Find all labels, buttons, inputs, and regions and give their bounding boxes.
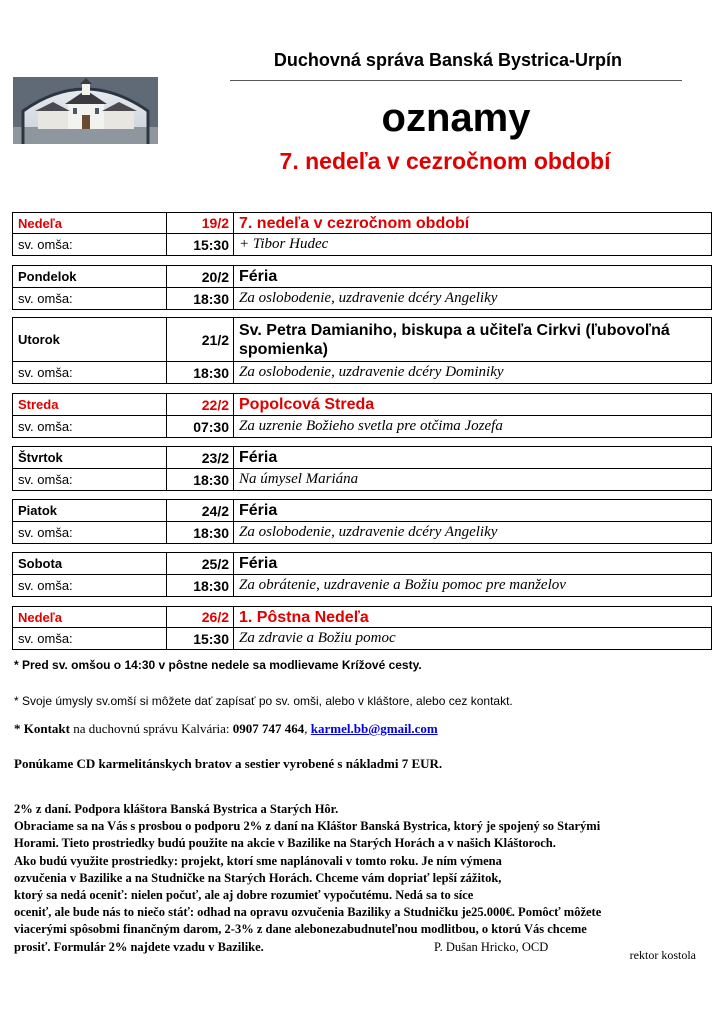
donation-line: oceniť, ale bude nás to niečo stáť: odhad na opravu ozvučenia Baziliky a Studničku je25.000€. Pomôcť môžete	[14, 905, 602, 920]
mass-time: 18:30	[167, 469, 234, 490]
day-name: Piatok	[13, 500, 167, 521]
mass-label: sv. omša:	[13, 628, 167, 649]
day-date: 26/2	[167, 607, 234, 627]
donation-line: 2% z daní. Podpora kláštora Banská Bystrica a Starých Hôr.	[14, 802, 339, 816]
mass-intention: Za oslobodenie, uzdravenie dcéry Angeliky	[239, 524, 498, 540]
mass-time: 18:30	[167, 288, 234, 309]
mass-row	[13, 415, 711, 437]
day-header-row	[13, 394, 711, 415]
day-date: 21/2	[167, 318, 234, 361]
day-block	[12, 446, 712, 491]
mass-label: sv. omša:	[13, 234, 167, 255]
contact-separator: ,	[304, 721, 311, 736]
mass-time: 15:30	[167, 234, 234, 255]
donation-line: prosiť. Formulár 2% najdete vzadu v Bazilike.	[14, 939, 264, 954]
intentions-note: * Svoje úmysly sv.omší si môžete dať zapísať po sv. omši, alebo v kláštore, alebo cez kontakt.	[14, 694, 513, 708]
day-header-row	[13, 607, 711, 627]
contact-phone: 0907 747 464	[232, 721, 305, 736]
mass-label: sv. omša:	[13, 522, 167, 543]
mass-intention: Za oslobodenie, uzdravenie dcéry Angeliky	[239, 290, 498, 306]
liturgical-title: 1. Pôstna Nedeľa	[239, 608, 369, 626]
day-name: Nedeľa	[13, 607, 167, 627]
header-divider	[230, 80, 682, 81]
signer-name: P. Dušan Hricko, OCD	[434, 939, 549, 954]
day-date: 23/2	[167, 447, 234, 468]
cd-offer: Ponúkame CD karmelitánskych bratov a sestier vyrobené s nákladmi 7 EUR.	[14, 756, 443, 771]
liturgical-title: Sv. Petra Damianiho, biskupa a učiteľa Cirkvi (ľubovoľná spomienka)	[239, 321, 670, 358]
mass-row	[13, 287, 711, 309]
day-header-row	[13, 553, 711, 574]
mass-label: sv. omša:	[13, 416, 167, 437]
mass-label: sv. omša:	[13, 469, 167, 490]
mass-row	[13, 627, 711, 649]
day-block	[12, 317, 712, 384]
mass-row	[13, 468, 711, 490]
page-subtitle: 7. nedeľa v cezročnom období	[279, 148, 611, 174]
day-name: Pondelok	[13, 266, 167, 287]
mass-intention: Za oslobodenie, uzdravenie dcéry Dominiky	[239, 364, 504, 380]
donation-line: ozvučenia v Bazilike a na Studničke na Starých Horách. Chceme vám dopriať lepší zážitok,	[14, 870, 502, 885]
liturgical-title: Féria	[239, 555, 278, 572]
page-title: oznamy	[381, 96, 531, 140]
day-name: Streda	[13, 394, 167, 415]
donation-line: Horami. Tieto prostriedky budú použite na akcie v Bazilike na Starých Horách a v našich Kláštoroch.	[14, 836, 556, 851]
mass-row	[13, 361, 711, 383]
day-date: 22/2	[167, 394, 234, 415]
mass-time: 15:30	[167, 628, 234, 649]
church-illustration	[13, 77, 158, 144]
organization-name: Duchovná správa Banská Bystrica-Urpín	[273, 50, 623, 70]
day-date: 24/2	[167, 500, 234, 521]
day-block	[12, 552, 712, 597]
day-block	[12, 212, 712, 256]
donation-text	[14, 801, 714, 956]
day-header-row	[13, 500, 711, 521]
donation-line: Obraciame sa na Vás s prosbou o podporu 2% z daní na Kláštor Banská Bystrica, ktorý je spojený so Starými	[14, 819, 601, 834]
mass-time: 18:30	[167, 575, 234, 596]
contact-email-link[interactable]: karmel.bb@gmail.com	[310, 721, 438, 736]
liturgical-title: Féria	[239, 268, 278, 285]
mass-row	[13, 574, 711, 596]
day-name: Nedeľa	[13, 213, 167, 233]
day-date: 25/2	[167, 553, 234, 574]
mass-intention: Za zdravie a Božiu pomoc	[239, 630, 396, 646]
mass-intention: Na úmysel Mariána	[239, 471, 359, 487]
liturgical-title: Féria	[239, 502, 278, 519]
mass-intention: Za obrátenie, uzdravenie a Božiu pomoc pre manželov	[239, 577, 566, 593]
day-block	[12, 606, 712, 650]
mass-label: sv. omša:	[13, 575, 167, 596]
mass-row	[13, 521, 711, 543]
day-header-row	[13, 318, 711, 361]
signer-role: rektor kostola	[629, 948, 696, 962]
day-header-row	[13, 213, 711, 233]
mass-time: 07:30	[167, 416, 234, 437]
day-block	[12, 265, 712, 310]
mass-label: sv. omša:	[13, 288, 167, 309]
mass-label: sv. omša:	[13, 362, 167, 383]
mass-time: 18:30	[167, 362, 234, 383]
donation-line: Ako budú využite prostriedky: projekt, ktorí sme naplánovali v tomto roku. Je ním výmena	[14, 853, 502, 868]
liturgical-title: Popolcová Streda	[239, 396, 375, 413]
donation-line: viacerými spôsobmi finančným darom, 2-3% z dane alebonezabudnuteľnou modlitbou, o ktorú Vás chceme	[14, 922, 587, 937]
contact-prefix: *	[14, 721, 24, 736]
day-name: Utorok	[13, 318, 167, 361]
church-photo	[13, 77, 158, 144]
day-header-row	[13, 266, 711, 287]
day-name: Štvrtok	[13, 447, 167, 468]
day-date: 20/2	[167, 266, 234, 287]
donation-line: ktorý sa nedá oceniť: nielen počuť, ale aj dobre rozumieť vypočutému. Nedá sa to síce	[14, 888, 474, 903]
stations-note: * Pred sv. omšou o 14:30 v pôstne nedele sa modlievame Krížové cesty.	[14, 658, 422, 672]
liturgical-title: Féria	[239, 449, 278, 466]
day-header-row	[13, 447, 711, 468]
day-block	[12, 393, 712, 438]
contact-note	[14, 721, 438, 737]
day-block	[12, 499, 712, 544]
contact-text: na duchovnú správu Kalvária:	[69, 721, 233, 736]
mass-intention: Za uzrenie Božieho svetla pre otčima Jozefa	[239, 418, 503, 434]
mass-intention: + Tibor Hudec	[239, 236, 329, 252]
mass-time: 18:30	[167, 522, 234, 543]
liturgical-title: 7. nedeľa v cezročnom období	[239, 214, 470, 232]
day-name: Sobota	[13, 553, 167, 574]
mass-row	[13, 233, 711, 255]
contact-label: Kontakt	[23, 721, 70, 736]
day-date: 19/2	[167, 213, 234, 233]
